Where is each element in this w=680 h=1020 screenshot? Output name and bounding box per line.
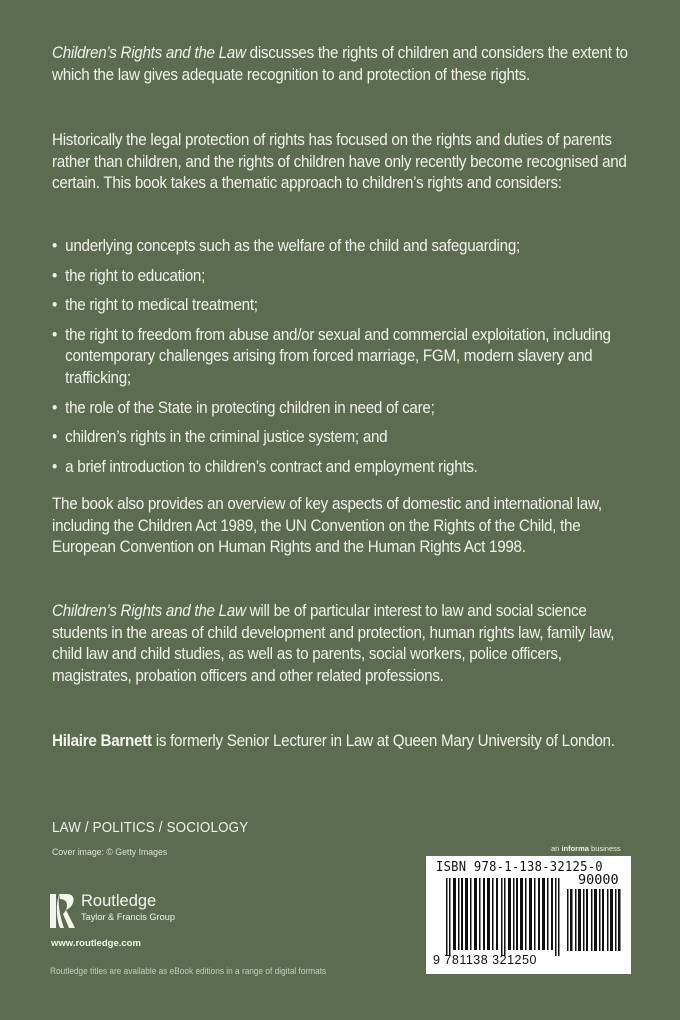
bullet-icon: • xyxy=(52,296,58,315)
author-bio: Hilaire Barnett is formerly Senior Lecturer in Law at Queen Mary University of London. xyxy=(52,732,615,750)
list-item: • underlying concepts such as the welfare of the child and safeguarding; xyxy=(52,236,644,258)
list-item: • the role of the State in protecting children in need of care; xyxy=(52,398,644,420)
intro-paragraph: Children’s Rights and the Law discusses the rights of children and considers the extent to which the law gives adequate recognition to and protection of these rights. xyxy=(52,44,628,84)
cover-image-credit: Cover image: © Getty Images xyxy=(52,847,168,858)
routledge-r-icon xyxy=(50,892,76,930)
publisher-group: Taylor & Francis Group xyxy=(81,912,175,922)
bullet-icon: • xyxy=(52,428,58,447)
barcode-digits: 9 781138 321250 xyxy=(433,953,537,967)
book-title-italic: Children’s Rights and the Law xyxy=(52,44,246,62)
barcode-bars-icon xyxy=(446,878,562,956)
bullet-icon: • xyxy=(52,457,58,476)
history-paragraph: Historically the legal protection of rights has focused on the rights and duties of parents rather than children, and the rights of children have only recently become recognised and certain. This book takes a thematic approach to children’s rights and considers: xyxy=(52,131,627,193)
bullet-icon: • xyxy=(52,325,58,344)
overview-paragraph: The book also provides an overview of key aspects of domestic and international law, including the Children Act 1989, the UN Convention on the Rights of the Child, the European Convention on Human Rights and the Human Rights Act 1998. xyxy=(52,495,602,557)
ebook-note: Routledge titles are available as eBook editions in a range of digital formats xyxy=(50,966,327,976)
list-item: • the right to freedom from abuse and/or sexual and commercial exploitation, including contemporary challenges arising from forced marriage, FGM, modern slavery and trafficking; xyxy=(52,325,611,387)
informa-tagline: an informa business xyxy=(551,844,621,853)
publisher-name: Routledge xyxy=(81,892,157,910)
list-item: • children’s rights in the criminal justice system; and xyxy=(52,427,644,449)
subject-categories: LAW / POLITICS / SOCIOLOGY xyxy=(52,820,249,836)
list-item: • the right to medical treatment; xyxy=(52,295,644,317)
isbn-label: ISBN 978-1-138-32125-0 xyxy=(436,859,603,875)
publisher-logo xyxy=(50,892,190,932)
bullet-icon: • xyxy=(52,237,58,255)
price-addon: 90000 xyxy=(578,872,619,888)
isbn-barcode xyxy=(426,856,631,974)
bullet-icon: • xyxy=(52,266,58,285)
bullet-icon: • xyxy=(52,398,58,417)
publisher-url: www.routledge.com xyxy=(51,938,141,949)
book-title-italic: Children’s Rights and the Law xyxy=(52,602,246,620)
author-name: Hilaire Barnett xyxy=(52,732,152,750)
list-item: • the right to education; xyxy=(52,266,644,288)
audience-paragraph: Children’s Rights and the Law will be of particular interest to law and social science students in the areas of child development and protection, human rights law, family law, child law and child studies, as well as to parents, social workers, police officers, magistrates, probation officers and other related professions. xyxy=(52,602,615,685)
addon-bars-icon xyxy=(567,889,622,951)
list-item: • a brief introduction to children’s contract and employment rights. xyxy=(52,457,644,479)
topics-list xyxy=(52,236,644,486)
